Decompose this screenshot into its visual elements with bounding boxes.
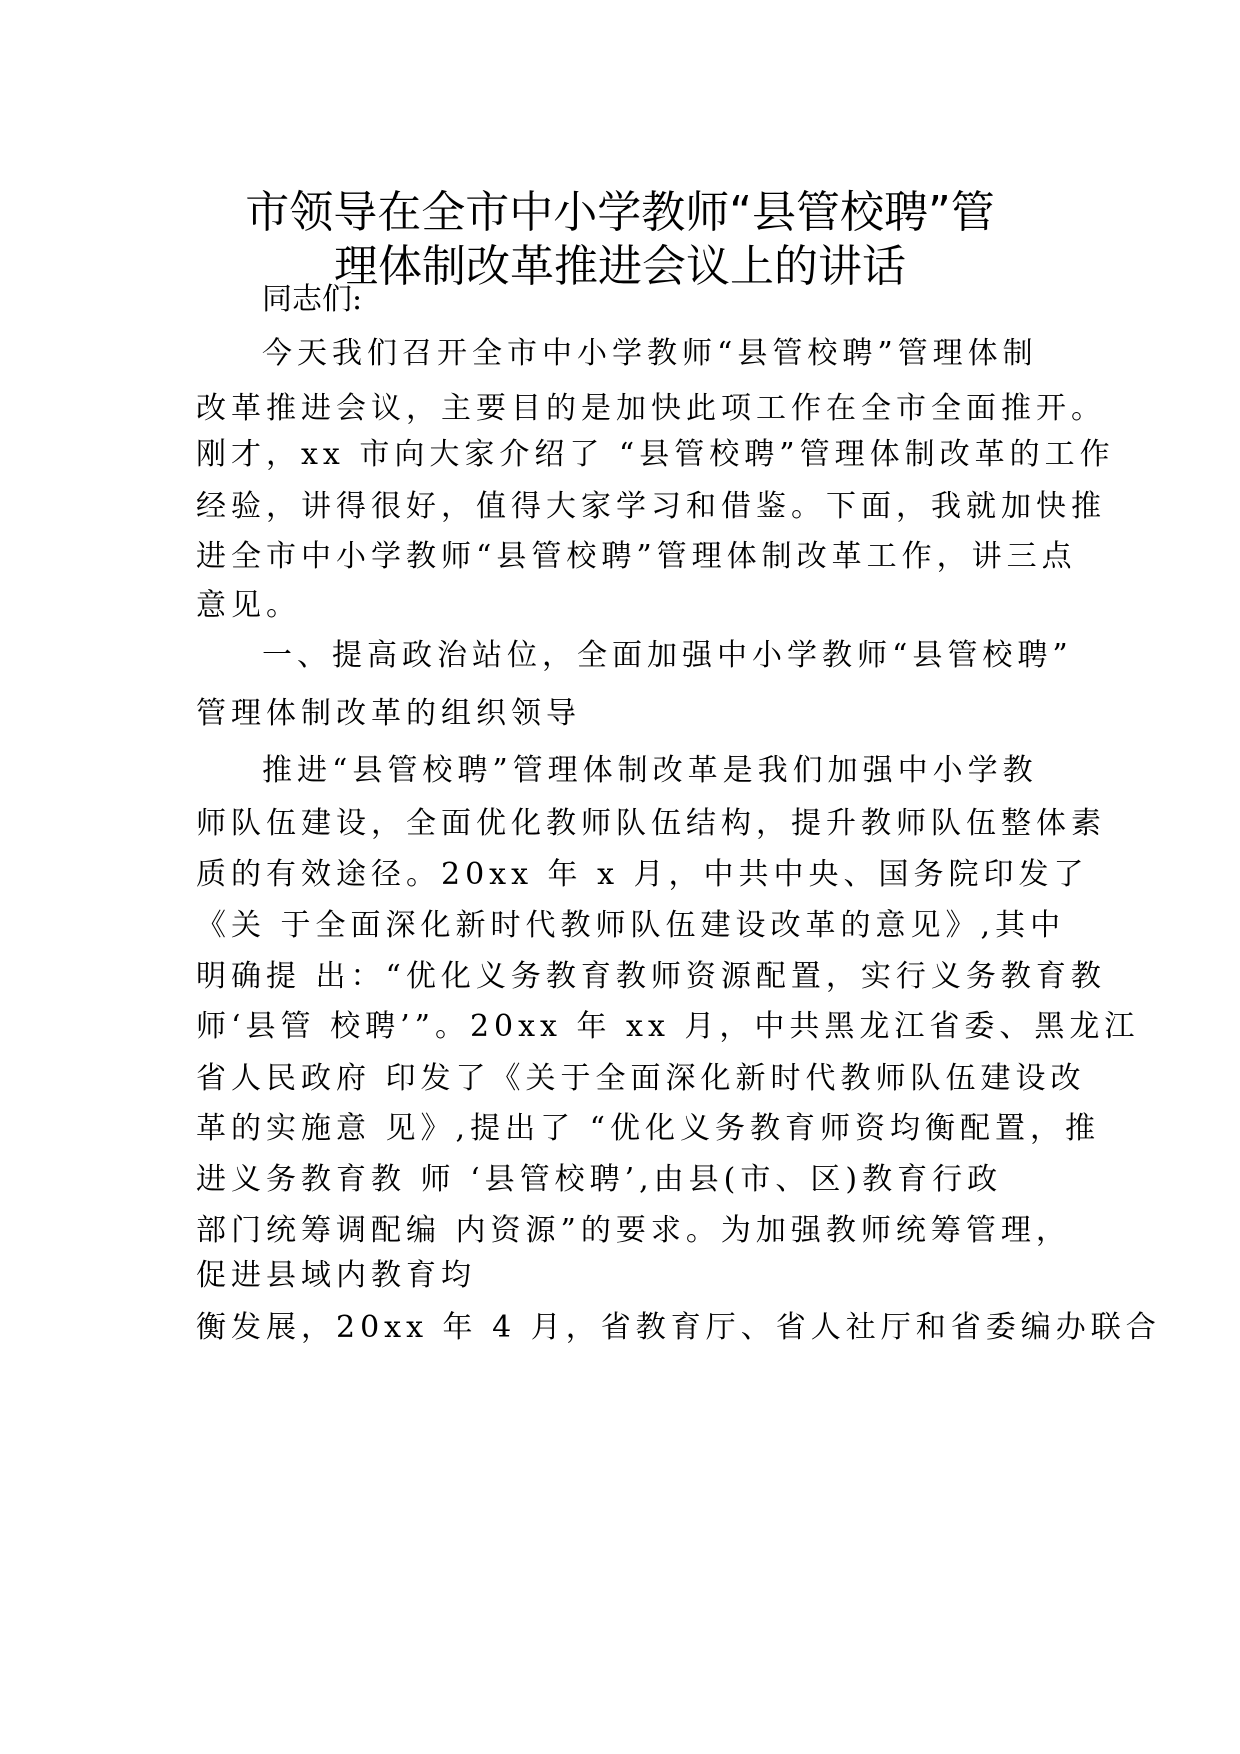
body-line: 经验，讲得很好，值得大家学习和借鉴。下面，我就加快推 [196, 489, 1106, 524]
body-line: 质的有效途径。20xx 年 x 月，中共中央、国务院印发了 [196, 857, 1089, 892]
body-line: 部门统筹调配编 内资源”的要求。为加强教师统筹管理， [196, 1213, 1071, 1248]
body-line: 革的实施意 见》,提出了 “优化义务教育师资均衡配置，推 [196, 1111, 1100, 1146]
body-line: 推进“县管校聘”管理体制改革是我们加强中小学教 [262, 753, 1038, 788]
body-line: 省人民政府 印发了《关于全面深化新时代教师队伍建设改 [196, 1061, 1086, 1096]
title-line-2: 理体制改革推进会议上的讲话 [334, 241, 906, 292]
body-line: 改革推进会议，主要目的是加快此项工作在全市全面推开。 [196, 391, 1106, 426]
section-heading-line: 管理体制改革的组织领导 [196, 696, 581, 731]
body-line: 意见。 [196, 588, 301, 623]
document-title [120, 186, 1120, 294]
body-line: 刚才，xx 市向大家介绍了 “县管校聘”管理体制改革的工作 [196, 437, 1115, 472]
body-line: 促进县域内教育均 [196, 1258, 476, 1293]
body-line: 明确提 出：“优化义务教育教师资源配置，实行义务教育教 [196, 959, 1106, 994]
title-line-1: 市领导在全市中小学教师“县管校聘”管 [245, 187, 995, 238]
body-line: 进义务教育教 师 ‘县管校聘’,由县(市、区)教育行政 [196, 1162, 1003, 1197]
body-line: 《关 于全面深化新时代教师队伍建设改革的意见》,其中 [196, 908, 1066, 943]
salutation: 同志们: [262, 282, 363, 317]
body-line: 进全市中小学教师“县管校聘”管理体制改革工作，讲三点 [196, 539, 1077, 574]
body-line: 师队伍建设，全面优化教师队伍结构，提升教师队伍整体素 [196, 806, 1106, 841]
section-heading-line: 一、提高政治站位，全面加强中小学教师“县管校聘” [262, 638, 1073, 673]
body-line: 师‘县管 校聘’”。20xx 年 xx 月，中共黑龙江省委、黑龙江 [196, 1009, 1140, 1044]
body-line: 今天我们召开全市中小学教师“县管校聘”管理体制 [262, 336, 1038, 371]
body-line: 衡发展，20xx 年 4 月，省教育厅、省人社厅和省委编办联合 [196, 1310, 1161, 1345]
